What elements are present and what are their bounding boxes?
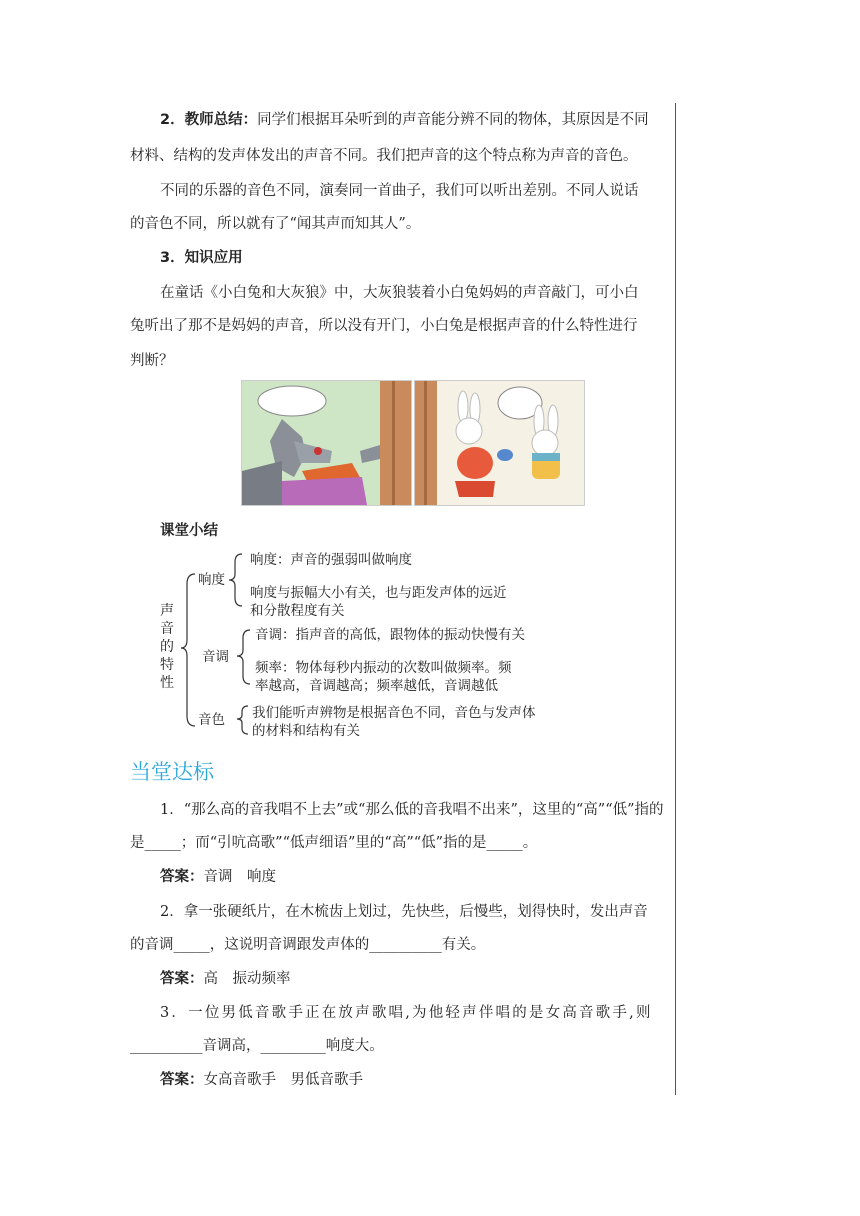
class-summary-title: 课堂小结 <box>160 523 218 539</box>
question-3-answer <box>160 1069 700 1091</box>
question-1-line2: 是_____；而“引吭高歌”“低声细语”里的“高”“低”指的是_____。 <box>130 835 538 851</box>
answer-label: 答案： <box>160 1072 204 1088</box>
story-question-line3: 判断？ <box>130 353 174 369</box>
root-char: 的 <box>160 639 174 655</box>
timbre-item: 我们能听声辨物是根据音色不同，音色与发声体 <box>252 705 536 721</box>
root-char: 特 <box>160 657 174 673</box>
answer-text: 音调 响度 <box>203 869 276 885</box>
answer-label: 答案： <box>160 971 204 987</box>
story-question-line1: 在童话《小白兔和大灰狼》中，大灰狼装着小白兔妈妈的声音敲门，可小白 <box>160 285 639 301</box>
section-title: 当堂达标 <box>130 760 214 784</box>
question-2-answer <box>160 968 700 990</box>
question-2-line1: 2．拿一张硬纸片，在木梳齿上划过，先快些，后慢些，划得快时，发出声音 <box>160 904 648 920</box>
question-1-line1: 1．“那么高的音我唱不上去”或“那么低的音我唱不出来”，这里的“高”“低”指的 <box>160 802 664 818</box>
teacher-summary-label: 教师总结： <box>184 112 258 128</box>
timbre-paragraph-line2: 的音色不同，所以就有了“闻其声而知其人”。 <box>130 216 421 232</box>
root-char: 音 <box>160 621 174 637</box>
item-number: 2． <box>160 112 185 128</box>
pitch-item: 音调：指声音的高低，跟物体的振动快慢有关 <box>255 627 525 643</box>
pitch-item: 率越高，音调越高；频率越低，音调越低 <box>255 678 498 694</box>
question-3-line2: __________音调高，_________响度大。 <box>130 1038 384 1054</box>
root-char: 声 <box>160 603 174 619</box>
loudness-item: 和分散程度有关 <box>250 603 345 619</box>
question-3-line1: 3．一位男低音歌手正在放声歌唱,为他轻声伴唱的是女高音歌手,则 <box>160 1005 653 1021</box>
knowledge-application-heading: 3．知识应用 <box>160 250 243 266</box>
answer-text: 高 振动频率 <box>203 971 291 987</box>
pitch-label: 音调 <box>202 649 229 665</box>
answer-label: 答案： <box>160 869 204 885</box>
question-2-line2: 的音调_____，这说明音调跟发声体的__________有关。 <box>130 937 486 953</box>
loudness-label: 响度 <box>198 572 225 588</box>
teacher-summary-text: 同学们根据耳朵听到的声音能分辨不同的物体，其原因是不同 <box>257 112 649 128</box>
answer-text: 女高音歌手 男低音歌手 <box>203 1072 363 1088</box>
question-1-answer <box>160 866 700 888</box>
root-char: 性 <box>160 675 174 691</box>
story-question-line2: 兔听出了那不是妈妈的声音，所以没有开门，小白兔是根据声音的什么特性进行 <box>130 318 638 334</box>
timbre-paragraph-line1: 不同的乐器的音色不同，演奏同一首曲子，我们可以听出差别。不同人说话 <box>160 183 639 199</box>
loudness-item: 响度：声音的强弱叫做响度 <box>250 552 412 568</box>
teacher-summary-line2: 材料、结构的发声体发出的声音不同。我们把声音的这个特点称为声音的音色。 <box>130 148 638 164</box>
pitch-item: 频率：物体每秒内振动的次数叫做频率。频 <box>255 660 512 676</box>
loudness-item: 响度与振幅大小有关，也与距发声体的远近 <box>250 585 507 601</box>
timbre-item: 的材料和结构有关 <box>252 723 360 739</box>
timbre-label: 音色 <box>198 712 225 728</box>
